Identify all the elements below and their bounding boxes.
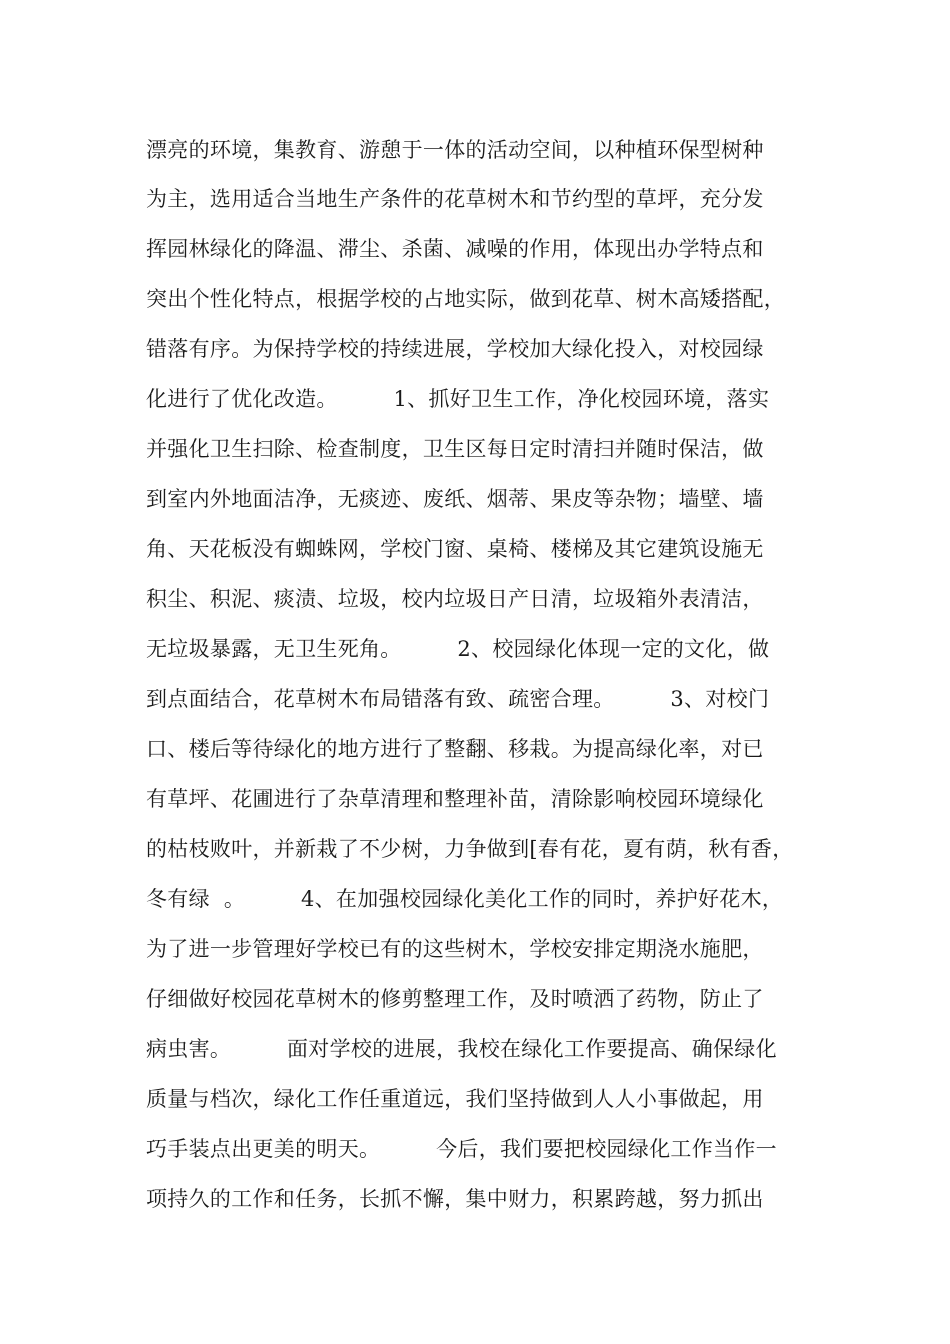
text-line: 到室内外地面洁净，无痰迹、废纸、烟蒂、果皮等杂物；墙壁、墙	[146, 487, 764, 511]
text-line: 病虫害。 面对学校的进展，我校在绿化工作要提高、确保绿化	[146, 1037, 777, 1061]
text-line: 挥园林绿化的降温、滞尘、杀菌、减噪的作用，体现出办学特点和	[146, 237, 764, 261]
text-line: 为主，选用适合当地生产条件的花草树木和节约型的草坪，充分发	[146, 187, 764, 211]
text-line: 冬有绿 。 4、在加强校园绿化美化工作的同时，养护好花木，	[146, 887, 784, 911]
text-line: 到点面结合，花草树木布局错落有致、疏密合理。 3、对校门	[146, 687, 770, 711]
text-line: 口、楼后等待绿化的地方进行了整翻、移栽。为提高绿化率，对已	[146, 737, 764, 761]
text-line: 角、天花板没有蜘蛛网，学校门窗、桌椅、楼梯及其它建筑设施无	[146, 537, 764, 561]
text-line: 突出个性化特点，根据学校的占地实际，做到花草、树木高矮搭配，	[146, 287, 785, 311]
text-line: 化进行了优化改造。 1、抓好卫生工作，净化校园环境，落实	[146, 387, 770, 411]
text-line: 漂亮的环境，集教育、游憩于一体的活动空间，以种植环保型树种	[146, 138, 764, 162]
text-line: 项持久的工作和任务，长抓不懈，集中财力，积累跨越，努力抓出	[146, 1187, 764, 1211]
text-line: 为了进一步管理好学校已有的这些树木，学校安排定期浇水施肥，	[146, 937, 764, 961]
text-line: 错落有序。为保持学校的持续进展，学校加大绿化投入，对校园绿	[146, 337, 764, 361]
text-line: 质量与档次，绿化工作任重道远，我们坚持做到人人小事做起，用	[146, 1087, 764, 1111]
text-line: 的枯枝败叶，并新栽了不少树，力争做到[春有花，夏有荫，秋有香，	[146, 837, 794, 861]
text-line: 积尘、积泥、痰渍、垃圾，校内垃圾日产日清，垃圾箱外表清洁，	[146, 587, 764, 611]
text-line: 巧手装点出更美的明天。 今后，我们要把校园绿化工作当作一	[146, 1137, 777, 1161]
text-line: 仔细做好校园花草树木的修剪整理工作，及时喷洒了药物，防止了	[146, 987, 764, 1011]
text-line: 并强化卫生扫除、检查制度，卫生区每日定时清扫并随时保洁，做	[146, 437, 764, 461]
text-line: 无垃圾暴露，无卫生死角。 2、校园绿化体现一定的文化，做	[146, 637, 770, 661]
text-line: 有草坪、花圃进行了杂草清理和整理补苗，清除影响校园环境绿化	[146, 787, 764, 811]
